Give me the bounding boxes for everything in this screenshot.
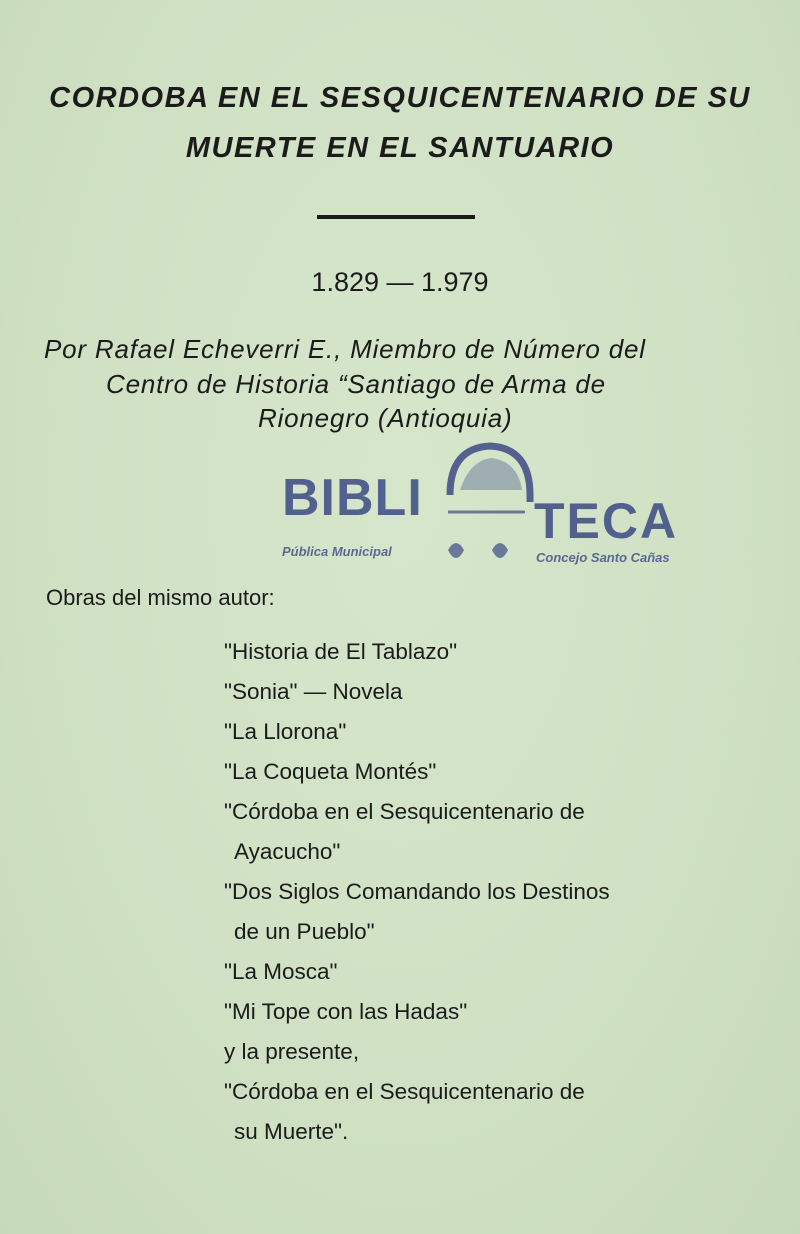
work-item	[224, 872, 694, 952]
works-list	[224, 632, 694, 1152]
work-item	[224, 632, 694, 672]
works-heading: Obras del mismo autor:	[46, 585, 275, 610]
work-line: "La Mosca"	[224, 959, 338, 984]
work-line-continued: Ayacucho"	[234, 839, 341, 864]
dates: 1.829 — 1.979	[311, 267, 489, 297]
stamp-left-word: BIBLI	[282, 469, 423, 527]
work-item	[224, 672, 694, 712]
work-item	[224, 752, 694, 792]
work-line: "Mi Tope con las Hadas"	[224, 999, 468, 1024]
work-line: "Historia de El Tablazo"	[224, 639, 458, 664]
title-line-2: MUERTE EN EL SANTUARIO	[185, 132, 615, 164]
work-item	[224, 1072, 694, 1152]
byline-line-1: Por Rafael Echeverri E., Miembro de Número del	[44, 334, 646, 364]
byline-line-3: Rionegro (Antioquia)	[258, 403, 513, 433]
work-line: "La Llorona"	[224, 719, 347, 744]
work-item	[224, 712, 694, 752]
byline-line-2: Centro de Historia “Santiago de Arma de	[106, 369, 606, 399]
stamp-right-word: TECA	[534, 493, 679, 549]
work-item	[224, 1032, 694, 1072]
work-line: y la presente,	[224, 1039, 360, 1064]
work-item	[224, 992, 694, 1032]
work-line: "Sonia" — Novela	[224, 679, 403, 704]
title-divider	[317, 215, 475, 219]
work-line: "Córdoba en el Sesquicentenario de	[224, 799, 585, 824]
work-line-continued: su Muerte".	[234, 1119, 349, 1144]
work-line-continued: de un Pueblo"	[234, 919, 375, 944]
title-line-1: CORDOBA EN EL SESQUICENTENARIO DE SU	[49, 82, 751, 114]
shield-emblem-icon	[430, 440, 540, 575]
work-line: "Dos Siglos Comandando los Destinos	[224, 879, 610, 904]
work-line: "Córdoba en el Sesquicentenario de	[224, 1079, 585, 1104]
stamp-right-caption: Concejo Santo Cañas	[536, 550, 670, 565]
library-stamp	[280, 440, 750, 580]
stamp-left-caption: Pública Municipal	[282, 544, 392, 559]
work-item	[224, 792, 694, 872]
work-line: "La Coqueta Montés"	[224, 759, 437, 784]
work-item	[224, 952, 694, 992]
